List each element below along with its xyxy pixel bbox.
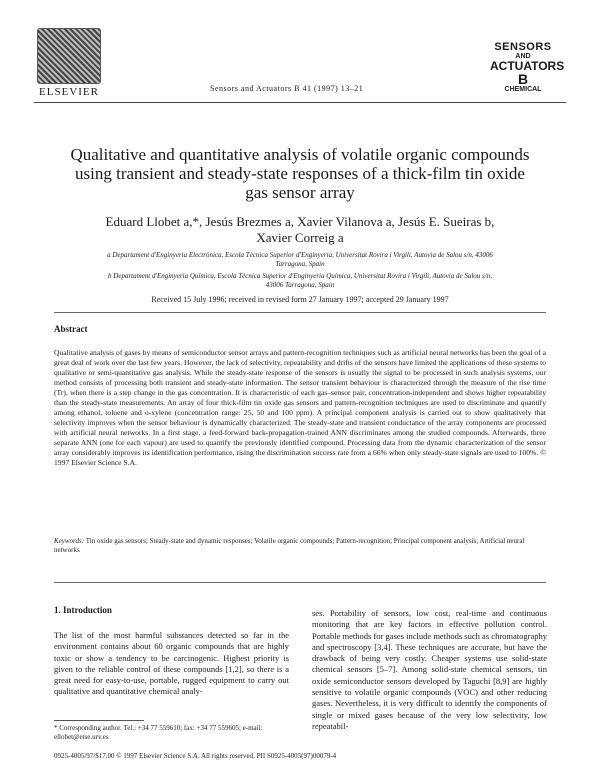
abstract-text: Qualitative analysis of gases by means of semiconductor sensor arrays and pattern-recognition techniques such as artificial neural networks has been the goal of a great deal of work over the last few years. However, the lack of selectivity, repeatability and drifts of the sensors have limited the applications of these systems to qualitative or semi-quantitative gas analysis. While the steady-state response of the sensors is usually the signal to be processed in such analysis systems, our method consists of processing both transient and steady-state information. The sensor transient behaviour is characterized through the measure of the rise time (Tr), when there is a step change in the gas concentration. It is characteristic of each gas–sensor pair, concentration-independent and shows higher repeatability than the steady-state measurements. An array of four thick-film tin oxide gas sensors and pattern-recognition techniques are used to discriminate and quantify among ethanol, toluene and o-xylene (concentration range: 25, 50 and 100 ppm). A principal component analysis is carried out to show qualitatively that selectivity improves when the sensor behaviour is dynamically characterized. The steady-state and transient conductance of the array components are processed with artificial neural networks. In a first stage, a feed-forward back-propagation-trained ANN discriminates among the studied compounds. Afterwards, three separate ANN (one for each vapour) are used to quantify the previously identified compound. Processing data from the dynamic characterization of the sensor array considerably improves its identification performance, rising the discrimination success rate from a 66% when only steady-state signals are used to 100%. © 1997 Elsevier Science S.A. — [54, 348, 546, 467]
elsevier-tree-icon — [37, 28, 101, 84]
journal-reference: Sensors and Actuators B 41 (1997) 13–21 — [210, 84, 364, 93]
introduction-column-right: ses. Portability of sensors, low cost, real-time and continuous monitoring that are key factors in effective pollution control. Portable methods for gases include methods such as chromatography and spectroscopy [3,4]. These techniques are accurate, but have the drawback of being very costly. Cheaper systems use solid-state chemical sensors [5–7]. Among solid-state chemical sensors, tin oxide semiconductor sensors developed by Taguchi [8,9] are highly sensitive to volatile organic compounds (VOC) and other reducing gases. Nevertheless, it is very difficult to identify the components of single or mixed gases because of the very low selectivity, low repeatabil- — [312, 608, 547, 731]
elsevier-logo — [34, 28, 104, 96]
journal-logo — [490, 41, 565, 93]
abstract-bottom-rule — [54, 582, 546, 583]
corresponding-author-footnote: * Corresponding author. Tel.: +34 77 559610; fax: +34 77 559605; e-mail: ellobet@etse.urv.es — [54, 724, 263, 741]
abstract-heading: Abstract — [54, 324, 88, 334]
paper-title: Qualitative and quantitative analysis of volatile organic compounds using transient and steady-state responses of a thick-film tin oxide gas sensor array — [70, 145, 530, 202]
author-list: Eduard Llobet a,*, Jesús Brezmes a, Xavier Vilanova a, Jesús E. Sueiras b, Xavier Correig a — [105, 214, 495, 245]
introduction-column-left: The list of the most harmful substances detected so far in the environment contains about 60 organic compounds that are highly toxic or show a tendency to be carcinogenic. Highest priority is given to the reliable control of these compounds [1,2], so there is a great need for easy-to-use, portable, rugged equipment to carry out qualitative and quantitative chemical analy- — [54, 630, 289, 697]
affiliation-b: b Departament d'Enginyeria Química, Escola Tècnica Superior d'Enginyeria Química, Universitat Rovira i Virgili, Autovia de Salou s/n, 43006 Tarragona, Spain — [108, 272, 492, 289]
footnote-rule — [54, 720, 144, 721]
received-dates: Received 15 July 1996; received in revised form 27 January 1997; accepted 29 January 1997 — [151, 295, 449, 304]
journal-logo-line: SENSORS — [494, 41, 552, 53]
keywords-label: Keywords: — [54, 537, 85, 545]
copyright-line: 0925-4005/97/$17.00 © 1997 Elsevier Science S.A. All rights reserved. PII S0925-4005(97)00079-4 — [54, 752, 337, 760]
keywords-text: Tin oxide gas sensors; Steady-state and dynamic responses; Volatile organic compounds; Pattern-recognition; Principal component analysis; Artificial neural networks — [54, 537, 525, 554]
section-heading-introduction: 1. Introduction — [54, 605, 112, 615]
publisher-name: ELSEVIER — [39, 86, 99, 98]
journal-logo-line: ACTUATORS — [490, 59, 565, 73]
journal-logo-line: B — [517, 71, 529, 87]
journal-logo-line: CHEMICAL — [504, 86, 542, 93]
header-divider — [34, 102, 566, 103]
journal-logo-line: AND — [515, 53, 531, 60]
affiliation-a: a Departament d'Enginyeria Electrònica, Escola Tècnica Superior d'Enginyeria, Universitat Rovira i Virgili, Autovia de Salou s/n, 43006 Tarragona, Spain — [107, 251, 493, 268]
abstract-top-rule — [54, 312, 546, 313]
keywords — [54, 537, 546, 555]
